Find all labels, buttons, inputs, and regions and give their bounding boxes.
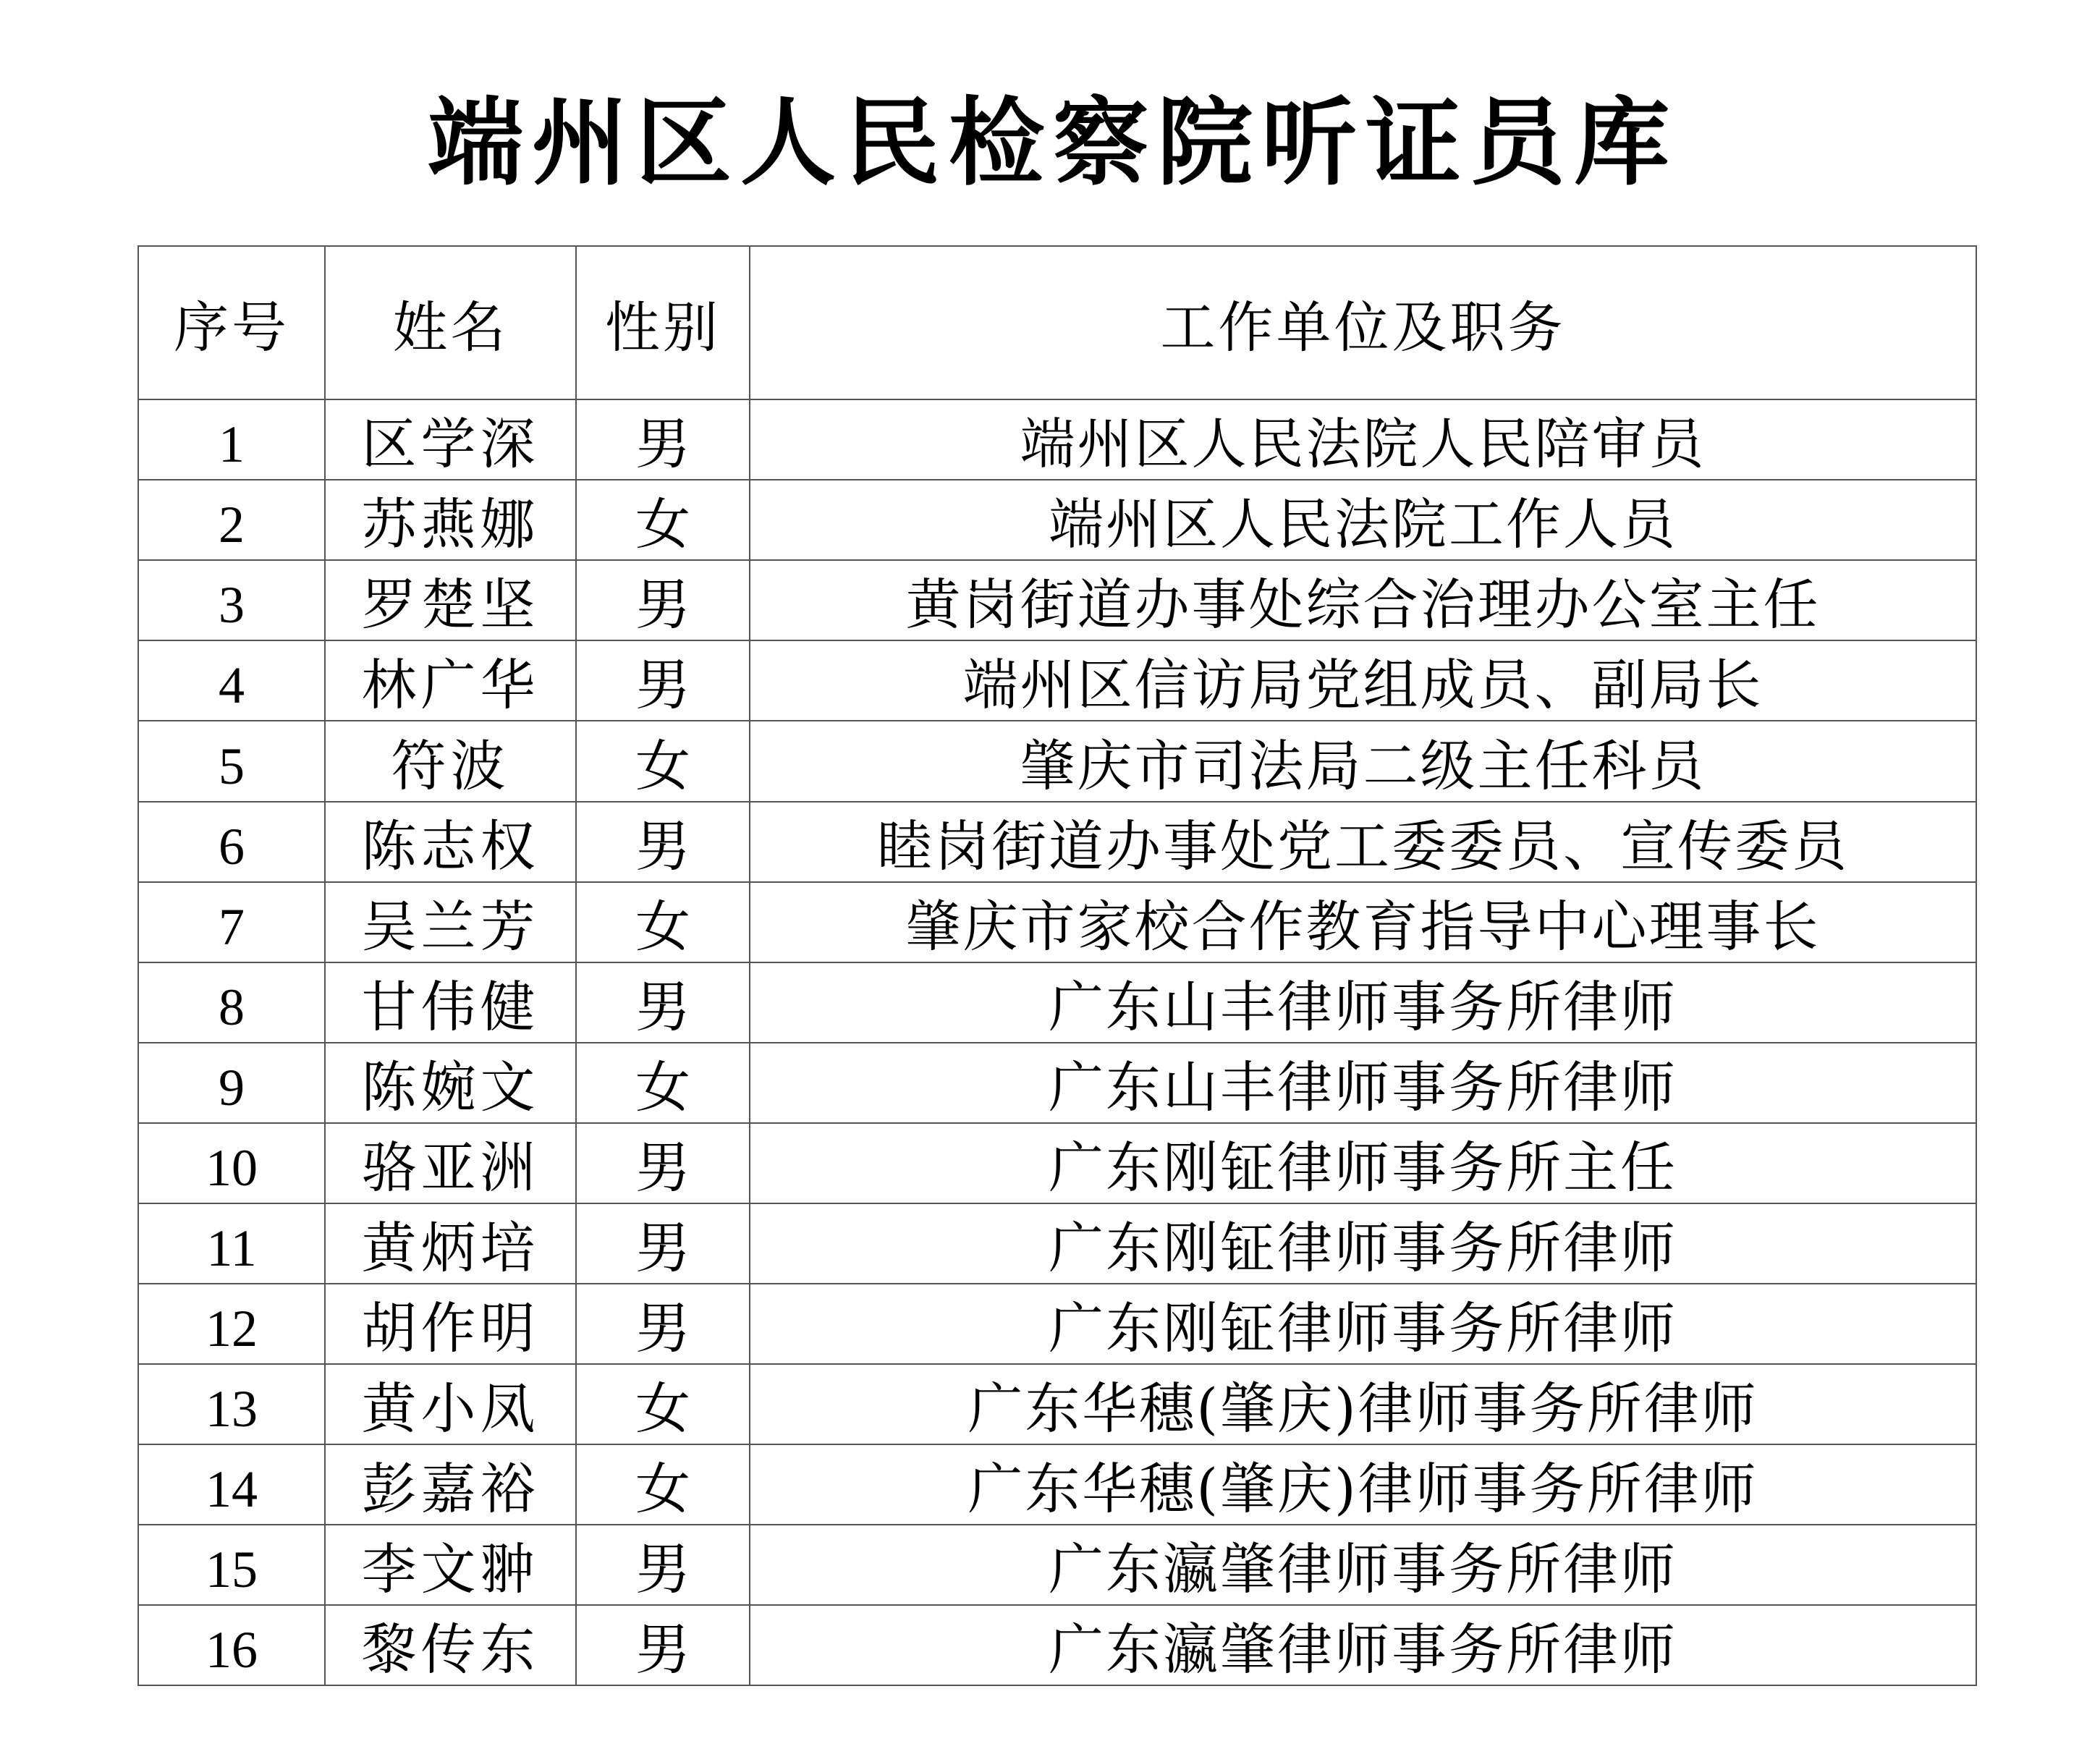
table-row bbox=[138, 802, 1976, 882]
row-name: 甘伟健 bbox=[325, 962, 576, 1043]
row-number: 1 bbox=[138, 399, 325, 480]
row-unit: 广东刚钲律师事务所律师 bbox=[750, 1203, 1976, 1284]
row-gender: 女 bbox=[576, 721, 750, 802]
row-gender: 女 bbox=[576, 1043, 750, 1123]
table-row bbox=[138, 399, 1976, 480]
row-unit: 肇庆市家校合作教育指导中心理事长 bbox=[750, 882, 1976, 962]
hearing-officer-table bbox=[137, 245, 1977, 1686]
row-number: 15 bbox=[138, 1525, 325, 1605]
row-number: 6 bbox=[138, 802, 325, 882]
row-gender: 男 bbox=[576, 560, 750, 640]
table-header bbox=[138, 246, 1976, 399]
row-number: 3 bbox=[138, 560, 325, 640]
row-number: 10 bbox=[138, 1123, 325, 1203]
page-title: 端州区人民检察院听证员库 bbox=[428, 88, 1678, 199]
column-header-unit: 工作单位及职务 bbox=[750, 246, 1976, 399]
row-gender: 男 bbox=[576, 640, 750, 721]
row-name: 胡作明 bbox=[325, 1284, 576, 1364]
row-name: 李文翀 bbox=[325, 1525, 576, 1605]
table-row bbox=[138, 1043, 1976, 1123]
row-name: 林广华 bbox=[325, 640, 576, 721]
row-gender: 男 bbox=[576, 1203, 750, 1284]
row-name: 陈婉文 bbox=[325, 1043, 576, 1123]
row-name: 黄小凤 bbox=[325, 1364, 576, 1444]
row-unit: 睦岗街道办事处党工委委员、宣传委员 bbox=[750, 802, 1976, 882]
table-row bbox=[138, 721, 1976, 802]
row-name: 陈志权 bbox=[325, 802, 576, 882]
row-gender: 女 bbox=[576, 882, 750, 962]
row-number: 9 bbox=[138, 1043, 325, 1123]
table-row bbox=[138, 560, 1976, 640]
table-row bbox=[138, 962, 1976, 1043]
table-row bbox=[138, 640, 1976, 721]
table-row bbox=[138, 1444, 1976, 1525]
row-unit: 黄岗街道办事处综合治理办公室主任 bbox=[750, 560, 1976, 640]
row-gender: 女 bbox=[576, 1364, 750, 1444]
row-unit: 广东华穗(肇庆)律师事务所律师 bbox=[750, 1364, 1976, 1444]
row-unit: 广东瀛肇律师事务所律师 bbox=[750, 1605, 1976, 1685]
row-name: 黄炳培 bbox=[325, 1203, 576, 1284]
row-gender: 男 bbox=[576, 1284, 750, 1364]
row-name: 区学深 bbox=[325, 399, 576, 480]
row-gender: 男 bbox=[576, 802, 750, 882]
row-gender: 男 bbox=[576, 1605, 750, 1685]
row-gender: 男 bbox=[576, 1525, 750, 1605]
row-unit: 广东刚钲律师事务所律师 bbox=[750, 1284, 1976, 1364]
table-body bbox=[138, 399, 1976, 1685]
row-name: 罗楚坚 bbox=[325, 560, 576, 640]
row-number: 13 bbox=[138, 1364, 325, 1444]
row-gender: 男 bbox=[576, 399, 750, 480]
table-row bbox=[138, 1605, 1976, 1685]
row-name: 苏燕娜 bbox=[325, 480, 576, 560]
row-unit: 端州区人民法院工作人员 bbox=[750, 480, 1976, 560]
row-name: 彭嘉裕 bbox=[325, 1444, 576, 1525]
row-unit: 端州区人民法院人民陪审员 bbox=[750, 399, 1976, 480]
table-row bbox=[138, 882, 1976, 962]
row-name: 骆亚洲 bbox=[325, 1123, 576, 1203]
row-number: 4 bbox=[138, 640, 325, 721]
column-header-name: 姓名 bbox=[325, 246, 576, 399]
header-row bbox=[138, 246, 1976, 399]
row-unit: 广东华穗(肇庆)律师事务所律师 bbox=[750, 1444, 1976, 1525]
row-unit: 肇庆市司法局二级主任科员 bbox=[750, 721, 1976, 802]
row-number: 5 bbox=[138, 721, 325, 802]
table-row bbox=[138, 1525, 1976, 1605]
row-number: 11 bbox=[138, 1203, 325, 1284]
table-row bbox=[138, 1364, 1976, 1444]
row-name: 黎传东 bbox=[325, 1605, 576, 1685]
row-unit: 广东山丰律师事务所律师 bbox=[750, 962, 1976, 1043]
row-unit: 广东山丰律师事务所律师 bbox=[750, 1043, 1976, 1123]
table-row bbox=[138, 1123, 1976, 1203]
row-number: 8 bbox=[138, 962, 325, 1043]
row-number: 14 bbox=[138, 1444, 325, 1525]
column-header-gender: 性别 bbox=[576, 246, 750, 399]
row-gender: 男 bbox=[576, 962, 750, 1043]
table-row bbox=[138, 480, 1976, 560]
row-gender: 女 bbox=[576, 1444, 750, 1525]
table-row bbox=[138, 1284, 1976, 1364]
row-name: 符波 bbox=[325, 721, 576, 802]
row-gender: 女 bbox=[576, 480, 750, 560]
row-gender: 男 bbox=[576, 1123, 750, 1203]
row-number: 7 bbox=[138, 882, 325, 962]
table-row bbox=[138, 1203, 1976, 1284]
row-unit: 广东刚钲律师事务所主任 bbox=[750, 1123, 1976, 1203]
row-number: 2 bbox=[138, 480, 325, 560]
row-unit: 端州区信访局党组成员、副局长 bbox=[750, 640, 1976, 721]
row-name: 吴兰芳 bbox=[325, 882, 576, 962]
row-number: 12 bbox=[138, 1284, 325, 1364]
column-header-no: 序号 bbox=[138, 246, 325, 399]
row-number: 16 bbox=[138, 1605, 325, 1685]
row-unit: 广东瀛肇律师事务所律师 bbox=[750, 1525, 1976, 1605]
